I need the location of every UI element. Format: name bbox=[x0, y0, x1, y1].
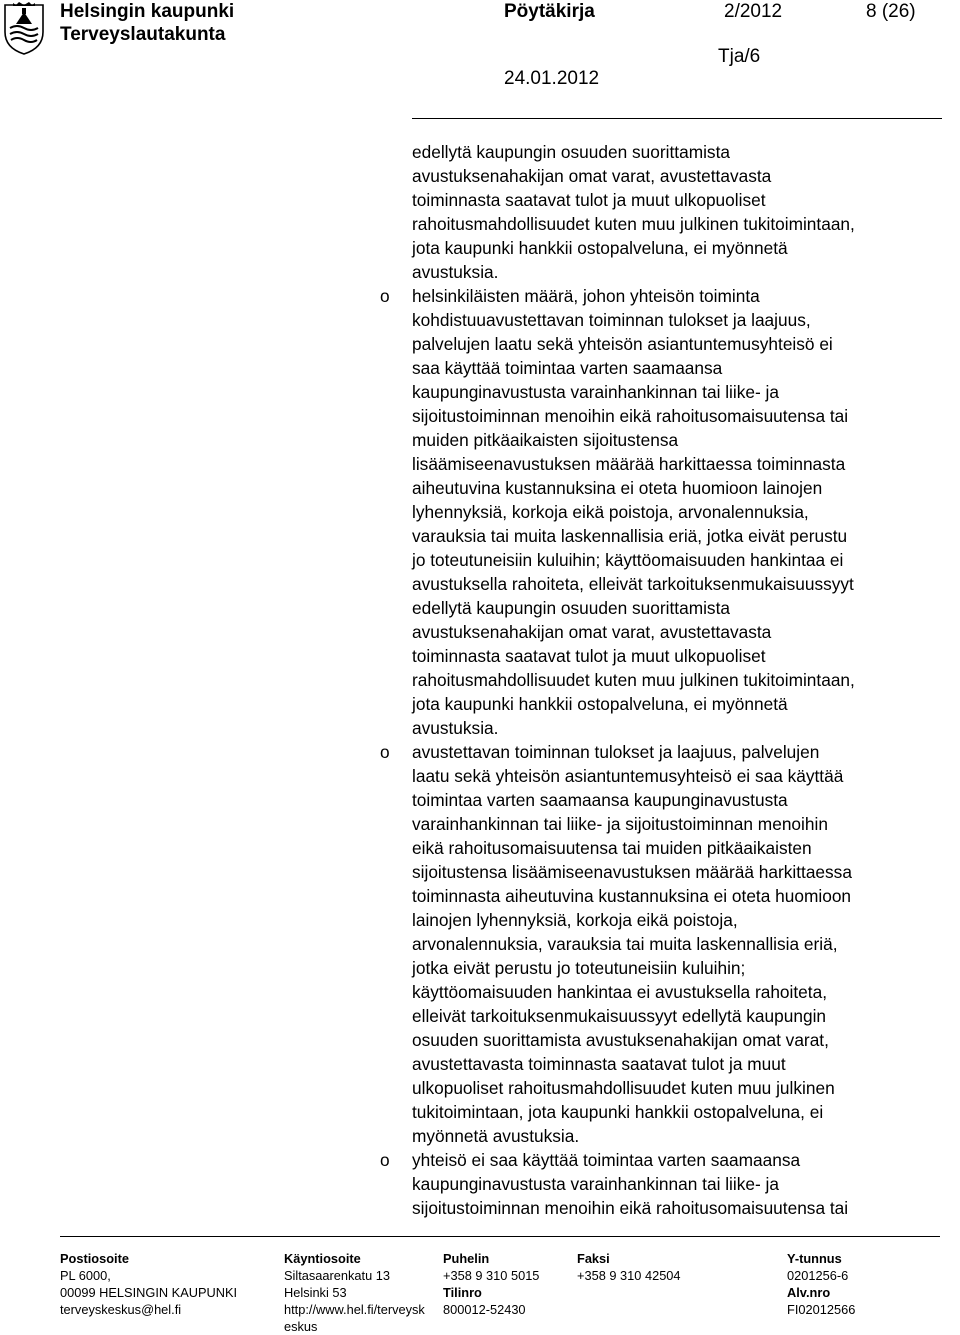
footer-label: Y-tunnus bbox=[787, 1251, 842, 1266]
footer-url: http://www.hel.fi/terveysk bbox=[284, 1302, 425, 1317]
footer-text: +358 9 310 42504 bbox=[577, 1268, 681, 1283]
text-line: sijoitustoiminnan menoihin eikä rahoitusomaisuutensa tai bbox=[412, 406, 849, 426]
text-line: lisäämiseenavustuksen määrää harkittaessa toiminnasta bbox=[412, 454, 846, 474]
text-line: helsinkiläisten määrä, johon yhteisön toiminta bbox=[412, 286, 760, 306]
text-line: jota kaupunki hankkii ostopalveluna, ei myönnetä bbox=[412, 238, 788, 258]
department-name: Terveyslautakunta bbox=[60, 24, 226, 45]
bullet-marker: o bbox=[380, 1150, 390, 1170]
footer-text: 0201256-6 bbox=[787, 1268, 849, 1283]
section-code: Tja/6 bbox=[718, 46, 761, 67]
text-line: laatu sekä yhteisön asiantuntemusyhteisö ei saa käyttää bbox=[412, 766, 844, 786]
footer-fax bbox=[577, 1250, 681, 1284]
footer-postal-address bbox=[60, 1250, 237, 1318]
text-line: myönnetä avustuksia. bbox=[412, 1126, 580, 1146]
footer-label: Postiosoite bbox=[60, 1251, 129, 1266]
page-number: 8 (26) bbox=[866, 1, 916, 22]
text-line: avustuksia. bbox=[412, 262, 499, 282]
text-line: avustuksenahakijan omat varat, avustettavasta bbox=[412, 166, 772, 186]
header-rule bbox=[412, 118, 942, 119]
text-line: aiheutuvina kustannuksina ei oteta huomioon lainojen bbox=[412, 478, 823, 498]
text-line: ulkopuoliset rahoitusmahdollisuudet kuten muu julkinen bbox=[412, 1078, 835, 1098]
text-line: jotka eivät perustu jo toteutuneisiin kuluihin; bbox=[412, 958, 746, 978]
meeting-date: 24.01.2012 bbox=[504, 68, 600, 89]
text-line: kaupunginavustusta varainhankinnan tai liike- ja bbox=[412, 382, 779, 402]
text-line: osuuden suorittamista avustuksenahakijan omat varat, bbox=[412, 1030, 829, 1050]
text-line: varauksia tai muita laskennallisia eriä, jotka eivät perustu bbox=[412, 526, 848, 546]
text-line: avustettavasta toiminnasta saatavat tulot ja muut bbox=[412, 1054, 786, 1074]
bullet-marker: o bbox=[380, 286, 390, 306]
text-line: jo toteutuneisiin kuluihin; käyttöomaisuuden hankintaa ei bbox=[412, 550, 844, 570]
text-line: kaupunginavustusta varainhankinnan tai liike- ja bbox=[412, 1174, 779, 1194]
footer-email: terveyskeskus@hel.fi bbox=[60, 1302, 182, 1317]
footer-text: FI02012566 bbox=[787, 1302, 856, 1317]
footer-business-id bbox=[787, 1250, 855, 1318]
text-line: lyhennyksiä, korkoja eikä poistoja, arvonalennuksia, bbox=[412, 502, 809, 522]
footer-text: 00099 HELSINGIN KAUPUNKI bbox=[60, 1285, 238, 1300]
footer-label: Käyntiosoite bbox=[284, 1251, 361, 1266]
footer-label: Puhelin bbox=[443, 1251, 490, 1266]
text-line: sijoitustoiminnan menoihin eikä rahoitusomaisuutensa tai bbox=[412, 1198, 849, 1218]
footer-visiting-address bbox=[284, 1250, 425, 1335]
text-line: muiden pitkäaikaisten sijoitustensa bbox=[412, 430, 679, 450]
text-line: toiminnasta saatavat tulot ja muut ulkopuoliset bbox=[412, 646, 766, 666]
footer-text: +358 9 310 5015 bbox=[443, 1268, 540, 1283]
text-line: kohdistuuavustettavan toiminnan tulokset ja laajuus, bbox=[412, 310, 811, 330]
footer-text: PL 6000, bbox=[60, 1268, 111, 1283]
text-line: varainhankinnan tai liike- ja sijoitustoiminnan menoihin bbox=[412, 814, 828, 834]
text-line: rahoitusmahdollisuudet kuten muu julkinen tukitoimintaan, bbox=[412, 214, 855, 234]
footer-text: Helsinki 53 bbox=[284, 1285, 347, 1300]
footer-rule bbox=[60, 1236, 940, 1237]
footer-text: Siltasaarenkatu 13 bbox=[284, 1268, 390, 1283]
text-line: elleivät tarkoituksenmukaisuussyyt edellytä kaupungin bbox=[412, 1006, 827, 1026]
text-line: rahoitusmahdollisuudet kuten muu julkinen tukitoimintaan, bbox=[412, 670, 855, 690]
footer-phone bbox=[443, 1250, 539, 1318]
bullet-item-2 bbox=[380, 740, 952, 1148]
footer-text: 800012-52430 bbox=[443, 1302, 526, 1317]
footer-url: eskus bbox=[284, 1319, 318, 1334]
footer-label: Alv.nro bbox=[787, 1285, 831, 1300]
document-type: Pöytäkirja bbox=[504, 1, 595, 22]
text-line: palvelujen laatu sekä yhteisön asiantuntemusyhteisö ei bbox=[412, 334, 833, 354]
text-line: lainojen lyhennyksiä, korkoja eikä poistoja, bbox=[412, 910, 738, 930]
text-line: toiminnasta aiheutuvina kustannuksina ei oteta huomioon bbox=[412, 886, 852, 906]
text-line: avustuksella rahoiteta, elleivät tarkoituksenmukaisuussyyt bbox=[412, 574, 854, 594]
footer-label: Tilinro bbox=[443, 1285, 482, 1300]
footer-label: Faksi bbox=[577, 1251, 610, 1266]
text-line: yhteisö ei saa käyttää toimintaa varten saamaansa bbox=[412, 1150, 801, 1170]
text-line: toimintaa varten saamaansa kaupunginavustusta bbox=[412, 790, 788, 810]
text-line: edellytä kaupungin osuuden suorittamista bbox=[412, 598, 730, 618]
text-line: edellytä kaupungin osuuden suorittamista bbox=[412, 142, 730, 162]
text-line: saa käyttää toimintaa varten saamaansa bbox=[412, 358, 723, 378]
text-line: avustuksenahakijan omat varat, avustettavasta bbox=[412, 622, 772, 642]
bullet-marker: o bbox=[380, 742, 390, 762]
bullet-item-1 bbox=[380, 284, 952, 740]
text-line: tukitoimintaan, jota kaupunki hankkii ostopalveluna, ei bbox=[412, 1102, 824, 1122]
text-line: avustettavan toiminnan tulokset ja laajuus, palvelujen bbox=[412, 742, 820, 762]
intro-paragraph bbox=[412, 140, 952, 284]
text-line: avustuksia. bbox=[412, 718, 499, 738]
document-number: 2/2012 bbox=[724, 1, 783, 22]
text-line: arvonalennuksia, varauksia tai muita laskennallisia eriä, bbox=[412, 934, 838, 954]
text-line: sijoitustensa lisäämiseenavustuksen määrää harkittaessa bbox=[412, 862, 852, 882]
text-line: toiminnasta saatavat tulot ja muut ulkopuoliset bbox=[412, 190, 766, 210]
text-line: jota kaupunki hankkii ostopalveluna, ei myönnetä bbox=[412, 694, 788, 714]
organization-name: Helsingin kaupunki bbox=[60, 1, 235, 22]
helsinki-crest-icon bbox=[2, 2, 46, 56]
text-line: käyttöomaisuuden hankintaa ei avustuksella rahoiteta, bbox=[412, 982, 828, 1002]
text-line: eikä rahoitusomaisuutensa tai muiden pitkäaikaisten bbox=[412, 838, 812, 858]
bullet-item-3 bbox=[380, 1148, 952, 1220]
document-body bbox=[380, 140, 952, 1220]
